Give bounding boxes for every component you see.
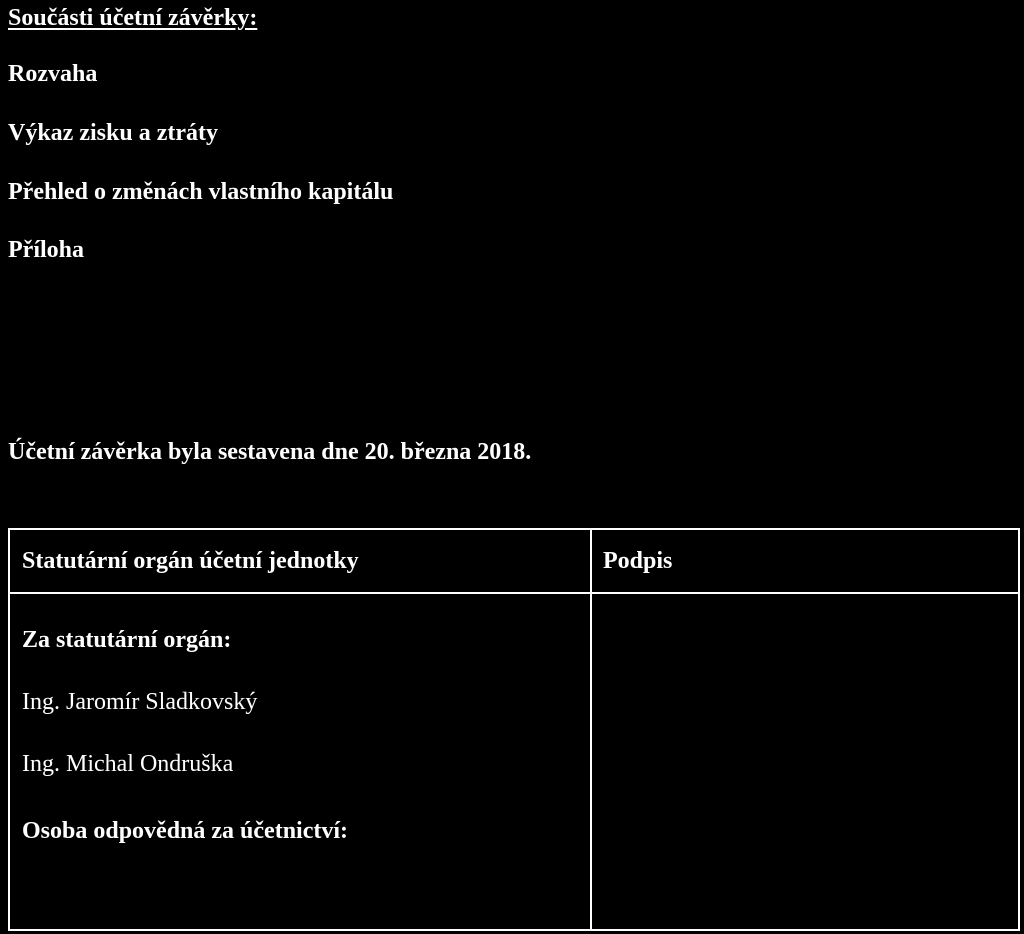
- header-statutory-body: Statutární orgán účetní jednotky: [22, 548, 359, 574]
- member-name: Ing. Michal Ondruška: [22, 751, 234, 777]
- part-balance-sheet: Rozvaha: [8, 61, 98, 87]
- signature-table: [8, 528, 1020, 931]
- compilation-date-statement: Účetní závěrka byla sestavena dne 20. března 2018.: [8, 439, 532, 465]
- for-statutory-body-label: Za statutární orgán:: [22, 627, 232, 653]
- accounting-person-label: Osoba odpovědná za účetnictví:: [22, 818, 349, 844]
- header-signature: Podpis: [603, 548, 673, 574]
- signature-area: [592, 594, 1018, 929]
- part-profit-loss: Výkaz zisku a ztráty: [8, 120, 218, 146]
- section-heading: Součásti účetní závěrky:: [8, 5, 258, 31]
- part-equity-changes: Přehled o změnách vlastního kapitálu: [8, 179, 394, 205]
- part-appendix: Příloha: [8, 237, 84, 263]
- member-name: Ing. Jaromír Sladkovský: [22, 689, 258, 715]
